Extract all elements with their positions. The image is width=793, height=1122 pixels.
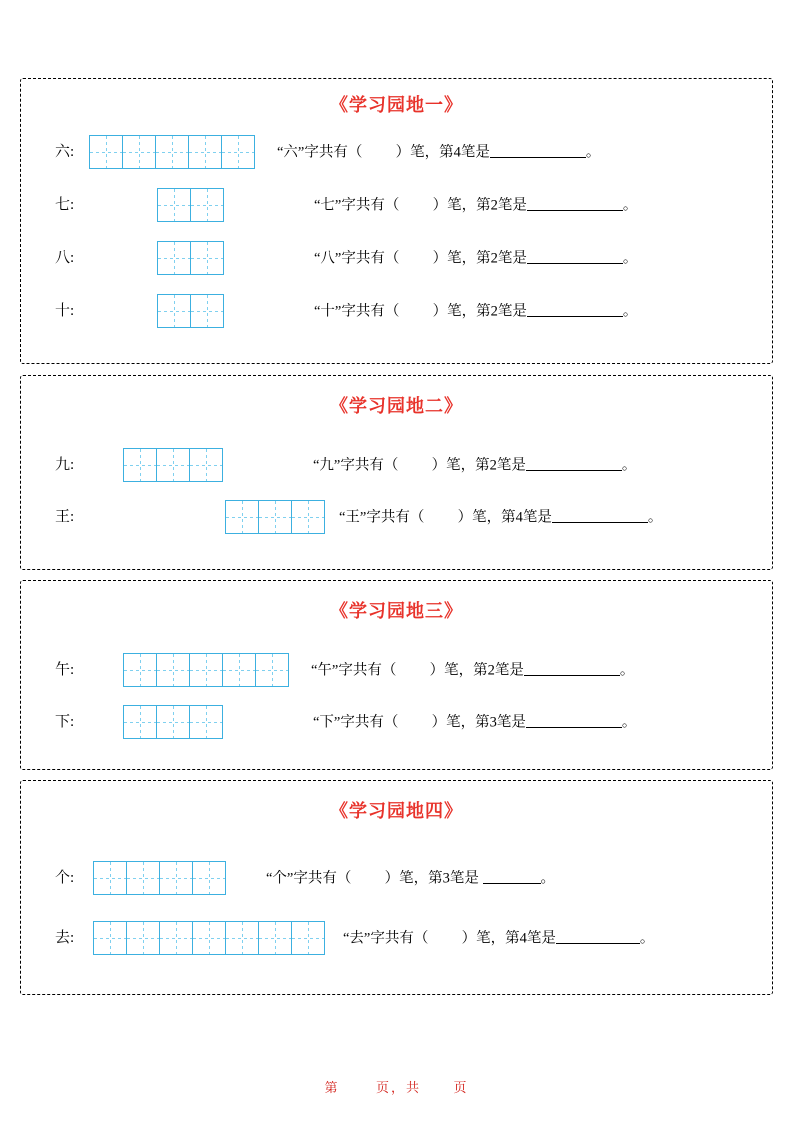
row-character: 下: xyxy=(55,713,75,730)
answer-blank[interactable] xyxy=(490,143,586,159)
tianzige-grid[interactable] xyxy=(93,921,325,955)
grid-cell[interactable] xyxy=(291,921,325,955)
question-end: 。 xyxy=(621,457,637,474)
section-3-row-1 xyxy=(21,653,772,687)
grid-cell[interactable] xyxy=(222,653,256,687)
section-1-title: 《学习园地一》 xyxy=(330,95,463,115)
section-3-title: 《学习园地三》 xyxy=(330,601,463,621)
question-sentence xyxy=(339,508,662,527)
question-sentence xyxy=(314,196,637,215)
grid-cell[interactable] xyxy=(156,705,190,739)
row-character: 六: xyxy=(55,143,75,160)
answer-blank[interactable] xyxy=(527,302,623,318)
footer-prefix: 第 xyxy=(324,1080,340,1095)
question-mid: ）笔，第2笔是 xyxy=(429,662,524,679)
section-4 xyxy=(20,780,773,995)
grid-cell[interactable] xyxy=(159,921,193,955)
section-4-row-2 xyxy=(21,921,772,955)
question-sentence xyxy=(313,713,636,732)
tianzige-grid[interactable] xyxy=(157,188,224,222)
question-sentence xyxy=(266,869,555,888)
grid-cell[interactable] xyxy=(157,294,191,328)
section-2 xyxy=(20,375,773,570)
row-character: 午: xyxy=(55,661,75,678)
section-4-title: 《学习园地四》 xyxy=(330,801,463,821)
grid-cell[interactable] xyxy=(122,135,156,169)
grid-cell[interactable] xyxy=(156,653,190,687)
section-2-row-1 xyxy=(21,448,772,482)
question-mid: ）笔，第2笔是 xyxy=(432,250,527,267)
footer-total-label: 页 xyxy=(453,1080,469,1095)
row-character: 十: xyxy=(55,302,75,319)
row-character: 个: xyxy=(55,869,75,886)
grid-cell[interactable] xyxy=(123,705,157,739)
question-pre: “十”字共有（ xyxy=(314,303,400,320)
section-1 xyxy=(20,78,773,364)
question-end: 。 xyxy=(622,250,638,267)
grid-cell[interactable] xyxy=(157,241,191,275)
answer-blank[interactable] xyxy=(527,249,623,265)
row-character: 王: xyxy=(55,508,75,525)
grid-cell[interactable] xyxy=(225,500,259,534)
question-sentence xyxy=(313,456,636,475)
question-end: 。 xyxy=(622,197,638,214)
question-sentence xyxy=(311,661,634,680)
row-character: 去: xyxy=(55,929,75,946)
grid-cell[interactable] xyxy=(255,653,289,687)
tianzige-grid[interactable] xyxy=(123,448,223,482)
question-pre: “个”字共有（ xyxy=(266,870,352,887)
page-footer xyxy=(0,1077,793,1096)
question-mid: ）笔，第3笔是 xyxy=(431,714,526,731)
grid-cell[interactable] xyxy=(159,861,193,895)
grid-cell[interactable] xyxy=(190,241,224,275)
grid-cell[interactable] xyxy=(157,188,191,222)
section-2-title: 《学习园地二》 xyxy=(330,396,463,416)
answer-blank[interactable] xyxy=(527,196,623,212)
question-pre: “六”字共有（ xyxy=(277,144,363,161)
row-character: 九: xyxy=(55,456,75,473)
question-mid: ）笔，第4笔是 xyxy=(461,930,556,947)
grid-cell[interactable] xyxy=(189,653,223,687)
question-mid: ）笔，第2笔是 xyxy=(432,197,527,214)
tianzige-grid[interactable] xyxy=(89,135,255,169)
tianzige-grid[interactable] xyxy=(93,861,226,895)
grid-cell[interactable] xyxy=(225,921,259,955)
grid-cell[interactable] xyxy=(155,135,189,169)
question-pre: “王”字共有（ xyxy=(339,509,425,526)
question-mid: ）笔，第2笔是 xyxy=(431,457,526,474)
question-pre: “下”字共有（ xyxy=(313,714,399,731)
question-pre: “九”字共有（ xyxy=(313,457,399,474)
tianzige-grid[interactable] xyxy=(123,705,223,739)
question-mid: ）笔，第4笔是 xyxy=(395,144,490,161)
section-4-row-1 xyxy=(21,861,772,895)
question-sentence xyxy=(343,929,654,948)
answer-blank[interactable] xyxy=(524,661,620,677)
question-mid: ）笔，第3笔是 xyxy=(384,870,479,887)
question-pre: “八”字共有（ xyxy=(314,250,400,267)
grid-cell[interactable] xyxy=(258,921,292,955)
section-1-row-3 xyxy=(21,241,772,275)
question-pre: “去”字共有（ xyxy=(343,930,429,947)
grid-cell[interactable] xyxy=(221,135,255,169)
grid-cell[interactable] xyxy=(258,500,292,534)
section-3 xyxy=(20,580,773,770)
question-end: 。 xyxy=(622,303,638,320)
grid-cell[interactable] xyxy=(156,448,190,482)
grid-cell[interactable] xyxy=(126,861,160,895)
section-2-row-2 xyxy=(21,500,772,534)
row-character: 七: xyxy=(55,196,75,213)
grid-cell[interactable] xyxy=(126,921,160,955)
grid-cell[interactable] xyxy=(190,188,224,222)
grid-cell[interactable] xyxy=(89,135,123,169)
answer-blank[interactable] xyxy=(526,456,622,472)
footer-page-label: 页，共 xyxy=(375,1080,421,1095)
tianzige-grid[interactable] xyxy=(225,500,325,534)
answer-blank[interactable] xyxy=(483,869,541,885)
row-character: 八: xyxy=(55,249,75,266)
answer-blank[interactable] xyxy=(556,929,640,945)
answer-blank[interactable] xyxy=(552,508,648,524)
question-mid: ）笔，第4笔是 xyxy=(457,509,552,526)
grid-cell[interactable] xyxy=(192,861,226,895)
grid-cell[interactable] xyxy=(123,448,157,482)
grid-cell[interactable] xyxy=(93,861,127,895)
question-sentence xyxy=(314,302,637,321)
question-sentence xyxy=(314,249,637,268)
tianzige-grid[interactable] xyxy=(123,653,289,687)
grid-cell[interactable] xyxy=(93,921,127,955)
section-1-row-1 xyxy=(21,135,772,169)
question-sentence xyxy=(277,143,600,162)
question-end: 。 xyxy=(621,714,637,731)
question-mid: ）笔，第2笔是 xyxy=(432,303,527,320)
question-end: 。 xyxy=(619,662,635,679)
question-pre: “午”字共有（ xyxy=(311,662,397,679)
question-end: 。 xyxy=(647,509,663,526)
grid-cell[interactable] xyxy=(192,921,226,955)
grid-cell[interactable] xyxy=(190,294,224,328)
question-end: 。 xyxy=(639,930,655,947)
question-end: 。 xyxy=(540,870,555,887)
grid-cell[interactable] xyxy=(189,448,223,482)
grid-cell[interactable] xyxy=(188,135,222,169)
question-end: 。 xyxy=(585,144,601,161)
grid-cell[interactable] xyxy=(291,500,325,534)
section-3-row-2 xyxy=(21,705,772,739)
section-1-row-4 xyxy=(21,294,772,328)
grid-cell[interactable] xyxy=(123,653,157,687)
section-1-row-2 xyxy=(21,188,772,222)
tianzige-grid[interactable] xyxy=(157,241,224,275)
grid-cell[interactable] xyxy=(189,705,223,739)
question-pre: “七”字共有（ xyxy=(314,197,400,214)
answer-blank[interactable] xyxy=(526,713,622,729)
tianzige-grid[interactable] xyxy=(157,294,224,328)
